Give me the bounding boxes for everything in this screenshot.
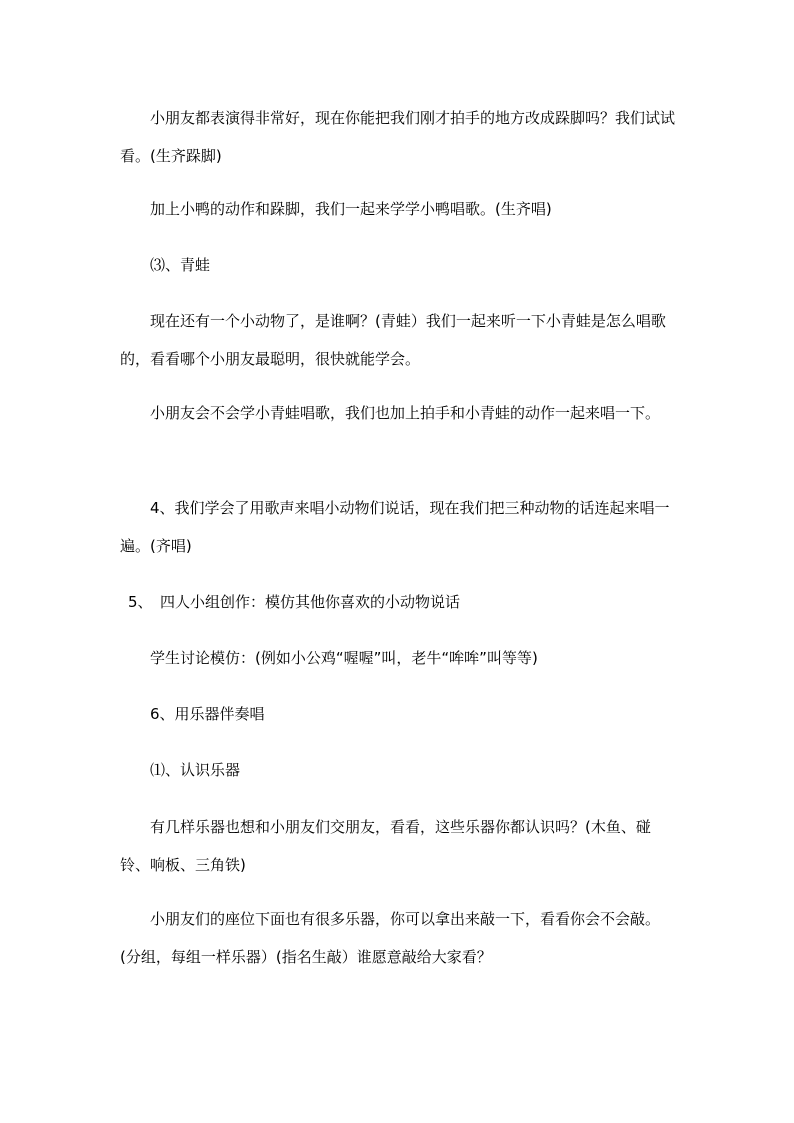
section-heading-frog: ⑶、青蛙 bbox=[150, 256, 211, 274]
paragraph-6: 学生讨论模仿：(例如小公鸡“喔喔”叫，老牛“哞哞”叫等等) bbox=[150, 649, 538, 667]
section-heading-instruments: ⑴、认识乐器 bbox=[150, 761, 241, 779]
paragraph-8: 小朋友们的座位下面也有很多乐器，你可以拿出来敲一下，看看你会不会敲。(分组，每组一样乐器）(指名生敲）谁愿意敲给大家看？ bbox=[120, 910, 661, 966]
paragraph-4: 小朋友会不会学小青蛙唱歌，我们也加上拍手和小青蛙的动作一起来唱一下。 bbox=[150, 404, 661, 422]
paragraph-3: 现在还有一个小动物了，是谁啊？(青蛙）我们一起来听一下小青蛙是怎么唱歌的，看看哪个小朋友最聪明，很快就能学会。 bbox=[120, 312, 666, 368]
paragraph-1: 小朋友都表演得非常好，现在你能把我们刚才拍手的地方改成跺脚吗？我们试试看。(生齐跺脚) bbox=[120, 109, 676, 165]
section-heading-5: 5、 四人小组创作：模仿其他你喜欢的小动物说话 bbox=[128, 593, 461, 611]
paragraph-7: 有几样乐器也想和小朋友们交朋友，看看，这些乐器你都认识吗？(木鱼、碰铃、响板、三角铁) bbox=[120, 818, 651, 874]
paragraph-5: 4、我们学会了用歌声来唱小动物们说话，现在我们把三种动物的话连起来唱一遍。(齐唱) bbox=[120, 499, 670, 555]
paragraph-2: 加上小鸭的动作和跺脚，我们一起来学学小鸭唱歌。(生齐唱) bbox=[150, 200, 552, 218]
section-heading-6: 6、用乐器伴奏唱 bbox=[150, 705, 265, 723]
